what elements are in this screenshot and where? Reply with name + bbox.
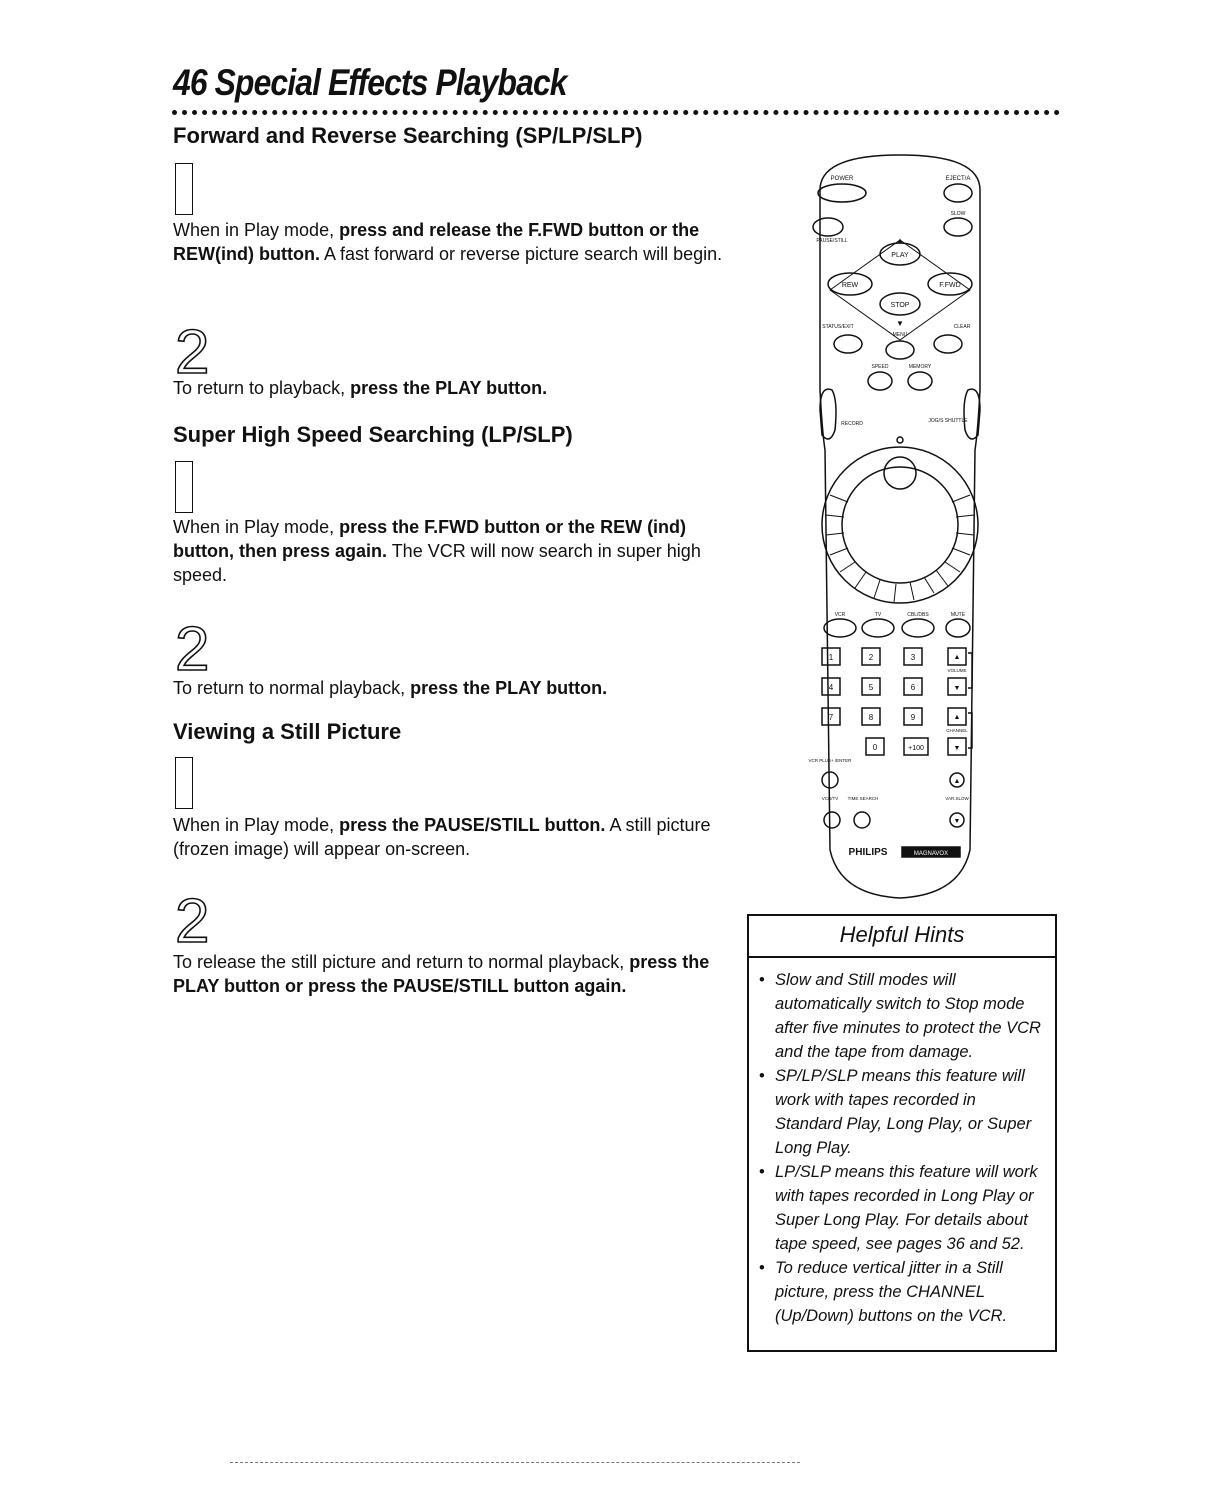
- menu-button: [886, 341, 914, 359]
- volume-bracket: [968, 653, 972, 688]
- step-number-1: [175, 461, 193, 513]
- jog-knob: [884, 457, 916, 489]
- svg-text:▲: ▲: [953, 714, 961, 721]
- time-search-label: TIME SEARCH: [847, 796, 879, 801]
- power-label: POWER: [830, 176, 854, 182]
- power-button: [818, 184, 866, 202]
- svg-text:▲: ▲: [953, 778, 961, 785]
- record-label: RECORD: [841, 421, 863, 427]
- svg-text:6: 6: [910, 683, 916, 692]
- speed-label: SPEED: [871, 364, 889, 370]
- page-title: 46 Special Effects Playback: [173, 62, 567, 103]
- section-heading-still-picture: Viewing a Still Picture: [173, 719, 402, 744]
- step-number-2: 2: [175, 615, 210, 684]
- rew-label: REW: [841, 282, 859, 289]
- play-label: PLAY: [891, 252, 909, 259]
- slow-button: [944, 218, 972, 236]
- bottom-scan-line: [230, 1462, 800, 1463]
- ffwd-label: F.FWD: [939, 282, 961, 289]
- helpful-hints-box: [747, 914, 1057, 1352]
- step-text: When in Play mode, press the F.FWD button or the REW (ind) button, then press again. The VCR will now search in super high speed.: [173, 517, 701, 585]
- status-button: [834, 335, 862, 353]
- step-number-1: [175, 757, 193, 809]
- helpful-hints-list: [749, 958, 1055, 1328]
- svg-text:3: 3: [910, 653, 916, 662]
- vcr-label: VCR: [834, 612, 846, 618]
- section-heading-forward-reverse: Forward and Reverse Searching (SP/LP/SLP): [173, 123, 643, 148]
- vcr-button: [824, 619, 856, 637]
- cbl-dbs-label: CBL/DBS: [907, 612, 929, 618]
- hint-item: • SP/LP/SLP means this feature will work with tapes recorded in Standard Play, Long Play, or Super Long Play.: [759, 1064, 1045, 1160]
- svg-text:8: 8: [868, 713, 874, 722]
- menu-label: MENU: [892, 332, 908, 338]
- svg-text:0: 0: [872, 743, 878, 752]
- shuttle-ring-outer: [822, 447, 978, 603]
- step-text: To release the still picture and return to normal playback, press the PLAY button or press the PAUSE/STILL button again.: [173, 952, 710, 996]
- slow-label: SLOW: [950, 211, 966, 217]
- volume-label: VOLUME: [947, 668, 967, 673]
- clear-label: CLEAR: [953, 324, 971, 330]
- down-arrow-icon: ▼: [896, 319, 904, 328]
- svg-text:▲: ▲: [953, 654, 961, 661]
- vcr-plus-label: VCR PLUS+ /ENTER: [808, 758, 852, 763]
- hint-item: • Slow and Still modes will automatically switch to Stop mode after five minutes to protect the VCR and the tape from damage.: [759, 968, 1045, 1064]
- remote-control-illustration: [800, 150, 1000, 910]
- vcr-plus-button: [822, 772, 838, 788]
- record-button: [820, 389, 836, 439]
- svg-text:▼: ▼: [953, 685, 961, 692]
- time-search-button: [854, 812, 870, 828]
- shuttle-ticks: [826, 495, 974, 602]
- eject-label: EJECT/A: [945, 176, 971, 182]
- jog-button: [964, 389, 980, 439]
- step-text: When in Play mode, press and release the F.FWD button or the REW(ind) button. A fast forward or reverse picture search will begin.: [173, 220, 723, 264]
- svg-text:▼: ▼: [953, 745, 961, 752]
- brand-magnavox: MAGNAVOX: [913, 851, 949, 857]
- channel-bracket: [968, 713, 972, 748]
- hint-item: • To reduce vertical jitter in a Still picture, press the CHANNEL (Up/Down) buttons on the VCR.: [759, 1256, 1045, 1328]
- svg-text:+100: +100: [908, 745, 924, 752]
- mute-button: [946, 619, 970, 637]
- speed-button: [868, 372, 892, 390]
- step-text: When in Play mode, press the PAUSE/STILL button. A still picture (frozen image) will appear on-screen.: [173, 815, 711, 859]
- pause-label: PAUSE/STILL: [816, 238, 848, 244]
- memory-label: MEMORY: [908, 364, 932, 370]
- tv-button: [862, 619, 894, 637]
- svg-text:7: 7: [828, 713, 834, 722]
- helpful-hints-title: Helpful Hints: [749, 916, 1055, 958]
- var-slow-label: VAR.SLOW: [945, 796, 969, 801]
- vcr-tv-button: [824, 812, 840, 828]
- brand-philips: PHILIPS: [848, 847, 888, 858]
- step-number-2: 2: [175, 318, 210, 387]
- status-label: STATUS/EXIT: [822, 324, 854, 330]
- hint-item: • LP/SLP means this feature will work with tapes recorded in Long Play or Super Long Play. For details about tape speed, see pages 36 and 52.: [759, 1160, 1045, 1256]
- shuttle-ring-inner: [842, 467, 958, 583]
- svg-text:5: 5: [868, 683, 874, 692]
- eject-button: [944, 184, 972, 202]
- svg-text:1: 1: [828, 653, 834, 662]
- svg-text:2: 2: [868, 653, 874, 662]
- svg-text:4: 4: [828, 683, 834, 692]
- title-rule: [172, 110, 1060, 115]
- step-text: To return to normal playback, press the PLAY button.: [173, 678, 608, 698]
- section-heading-super-high-speed: Super High Speed Searching (LP/SLP): [173, 422, 573, 447]
- clear-button: [934, 335, 962, 353]
- up-arrow-icon: ▲: [896, 236, 904, 245]
- jog-shuttle-label: JOG/S SHUTTLE: [928, 418, 968, 424]
- cbl-dbs-button: [902, 619, 934, 637]
- jog-indicator: [897, 437, 903, 443]
- mute-label: MUTE: [950, 612, 966, 618]
- stop-label: STOP: [890, 302, 910, 309]
- step-number-2: 2: [175, 887, 210, 956]
- step-number-1: [175, 163, 193, 215]
- pause-button: [813, 218, 843, 236]
- memory-button: [908, 372, 932, 390]
- svg-text:▼: ▼: [953, 818, 961, 825]
- channel-label: CHANNEL: [946, 728, 968, 733]
- number-keypad: [822, 648, 928, 755]
- vcr-tv-label: VCR/TV: [821, 796, 839, 801]
- svg-text:9: 9: [910, 713, 916, 722]
- step-text: To return to playback, press the PLAY button.: [173, 378, 548, 398]
- tv-label: TV: [874, 612, 882, 618]
